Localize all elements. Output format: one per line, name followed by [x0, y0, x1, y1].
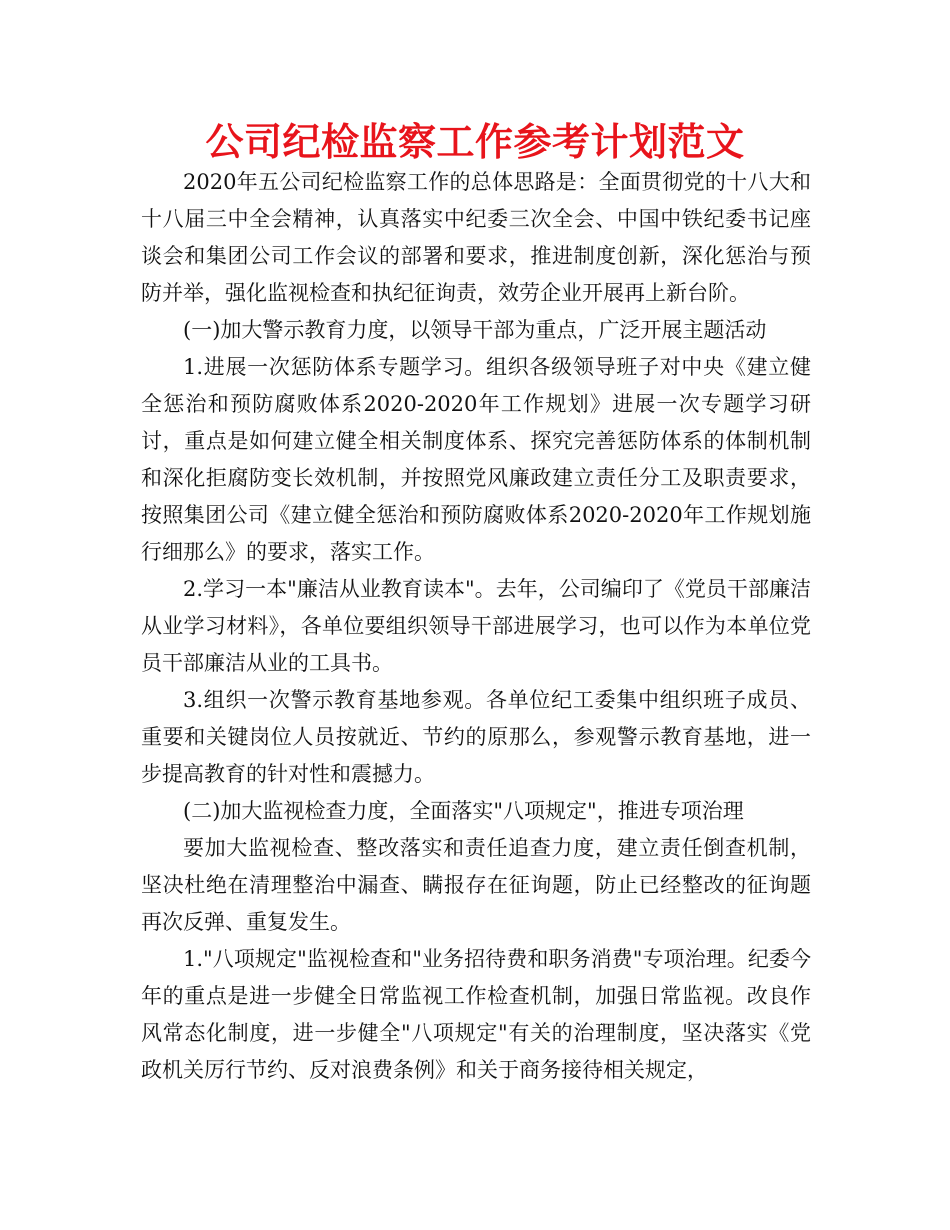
section-heading-2: (二)加大监视检查力度，全面落实"八项规定"，推进专项治理	[183, 799, 744, 823]
paragraph-intro: 2020年五公司纪检监察工作的总体思路是：全面贯彻党的十八大和十八届三中全会精神，认真落实中纪委三次全会、中国中铁纪委书记座谈会和集团公司工作会议的部署和要求，推进制度创新，深化惩治与预防并举，强化监视检查和执纪征询责，效劳企业开展再上新台阶。	[141, 170, 811, 305]
paragraph-item-2: 2.学习一本"廉洁从业教育读本"。去年，公司编印了《党员干部廉洁从业学习材料》，各单位要组织领导干部进展学习，也可以作为本单位党员干部廉洁从业的工具书。	[141, 577, 811, 675]
paragraph-section-2-intro: 要加大监视检查、整改落实和责任追查力度，建立责任倒查机制，坚决杜绝在清理整治中漏查、瞒报存在征询题，防止已经整改的征询题再次反弹、重复发生。	[141, 836, 811, 934]
section-heading-1: (一)加大警示教育力度，以领导干部为重点，广泛开展主题活动	[183, 318, 767, 342]
paragraph-section-2-item-1: 1."八项规定"监视检查和"业务招待费和职务消费"专项治理。纪委今年的重点是进一步健全日常监视工作检查机制，加强日常监视。改良作风常态化制度，进一步健全"八项规定"有关的治理制度，坚决落实《党政机关厉行节约、反对浪费条例》和关于商务接待相关规定，	[141, 947, 811, 1082]
page-title: 公司纪检监察工作参考计划范文	[205, 120, 745, 164]
paragraph-item-1: 1.进展一次惩防体系专题学习。组织各级领导班子对中央《建立健全惩治和预防腐败体系2020-2020年工作规划》进展一次专题学习研讨，重点是如何建立健全相关制度体系、探究完善惩防体系的体制机制和深化拒腐防变长效机制，并按照党风廉政建立责任分工及职责要求，按照集团公司《建立健全惩治和预防腐败体系2020-2020年工作规划施行细那么》的要求，落实工作。	[141, 355, 811, 564]
document-body	[141, 164, 811, 1089]
paragraph-item-3: 3.组织一次警示教育基地参观。各单位纪工委集中组织班子成员、重要和关键岗位人员按就近、节约的原那么，参观警示教育基地，进一步提高教育的针对性和震撼力。	[141, 688, 811, 786]
